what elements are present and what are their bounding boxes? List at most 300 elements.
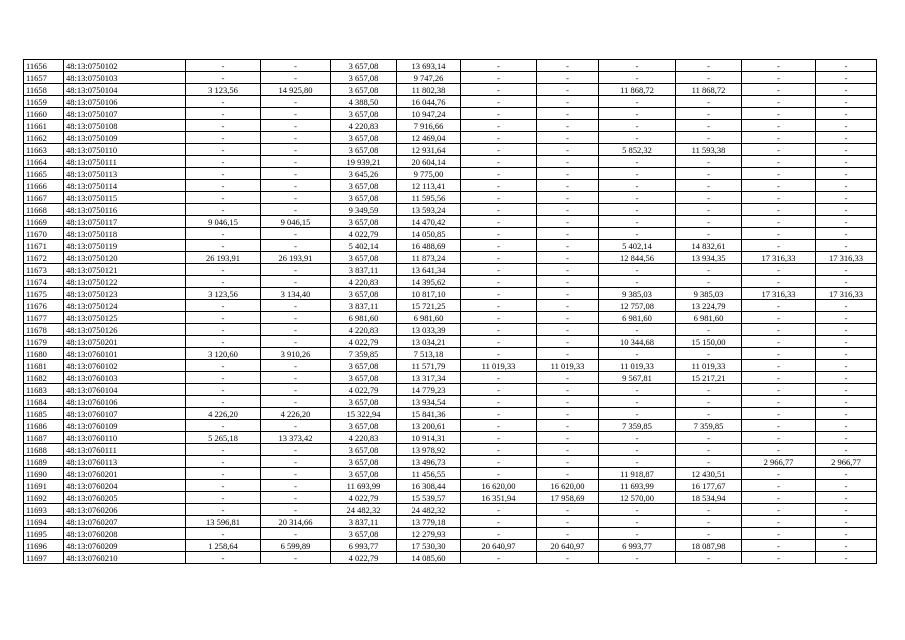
value-cell: - xyxy=(816,300,877,312)
value-cell: - xyxy=(186,168,261,180)
row-number-cell: 11687 xyxy=(24,432,64,444)
value-cell: - xyxy=(261,468,331,480)
value-cell: - xyxy=(461,180,537,192)
value-cell: 13 596,81 xyxy=(186,516,261,528)
table-row xyxy=(24,252,877,264)
value-cell: 4 220,83 xyxy=(331,276,397,288)
value-cell: 24 482,32 xyxy=(331,504,397,516)
value-cell: - xyxy=(261,312,331,324)
value-cell: - xyxy=(461,144,537,156)
value-cell: - xyxy=(599,180,676,192)
value-cell: - xyxy=(461,276,537,288)
value-cell: - xyxy=(816,432,877,444)
cadastral-number-cell: 48:13:0750119 xyxy=(64,240,186,252)
value-cell: - xyxy=(816,516,877,528)
value-cell: - xyxy=(816,156,877,168)
value-cell: 3 837,11 xyxy=(331,300,397,312)
value-cell: - xyxy=(816,216,877,228)
value-cell: - xyxy=(186,120,261,132)
value-cell: - xyxy=(461,264,537,276)
value-cell: - xyxy=(599,156,676,168)
value-cell: - xyxy=(599,216,676,228)
value-cell: - xyxy=(537,408,599,420)
value-cell: - xyxy=(676,396,742,408)
value-cell: - xyxy=(742,504,816,516)
value-cell: 20 640,97 xyxy=(461,540,537,552)
value-cell: 9 349,59 xyxy=(331,204,397,216)
value-cell: - xyxy=(186,276,261,288)
value-cell: - xyxy=(742,444,816,456)
row-number-cell: 11693 xyxy=(24,504,64,516)
value-cell: 6 599,89 xyxy=(261,540,331,552)
value-cell: 3 657,08 xyxy=(331,60,397,72)
table-row xyxy=(24,504,877,516)
value-cell: - xyxy=(676,264,742,276)
value-cell: 5 265,18 xyxy=(186,432,261,444)
value-cell: - xyxy=(742,264,816,276)
value-cell: - xyxy=(599,192,676,204)
value-cell: - xyxy=(816,372,877,384)
cadastral-number-cell: 48:13:0750115 xyxy=(64,192,186,204)
value-cell: - xyxy=(537,144,599,156)
cadastral-number-cell: 48:13:0760101 xyxy=(64,348,186,360)
table-row xyxy=(24,492,877,504)
value-cell: - xyxy=(537,240,599,252)
value-cell: - xyxy=(742,408,816,420)
cadastral-number-cell: 48:13:0750106 xyxy=(64,96,186,108)
value-cell: - xyxy=(816,228,877,240)
value-cell: 11 868,72 xyxy=(676,84,742,96)
value-cell: - xyxy=(599,228,676,240)
value-cell: 12 931,64 xyxy=(397,144,461,156)
value-cell: 14 925,80 xyxy=(261,84,331,96)
value-cell: 17 958,69 xyxy=(537,492,599,504)
value-cell: 4 226,20 xyxy=(186,408,261,420)
value-cell: 3 657,08 xyxy=(331,444,397,456)
value-cell: 13 693,14 xyxy=(397,60,461,72)
value-cell: - xyxy=(537,516,599,528)
value-cell: - xyxy=(599,72,676,84)
value-cell: - xyxy=(261,480,331,492)
value-cell: - xyxy=(816,120,877,132)
value-cell: - xyxy=(816,60,877,72)
value-cell: - xyxy=(816,168,877,180)
value-cell: 4 022,79 xyxy=(331,228,397,240)
row-number-cell: 11660 xyxy=(24,108,64,120)
value-cell: - xyxy=(461,312,537,324)
table-row xyxy=(24,444,877,456)
value-cell: - xyxy=(742,480,816,492)
value-cell: - xyxy=(261,144,331,156)
value-cell: - xyxy=(742,204,816,216)
value-cell: - xyxy=(186,144,261,156)
value-cell: 9 046,15 xyxy=(261,216,331,228)
value-cell: - xyxy=(261,108,331,120)
value-cell: 11 693,99 xyxy=(331,480,397,492)
value-cell: - xyxy=(599,120,676,132)
value-cell: 15 721,25 xyxy=(397,300,461,312)
value-cell: - xyxy=(676,432,742,444)
value-cell: - xyxy=(461,528,537,540)
cadastral-number-cell: 48:13:0750121 xyxy=(64,264,186,276)
value-cell: - xyxy=(676,216,742,228)
value-cell: 3 657,08 xyxy=(331,420,397,432)
value-cell: 13 641,34 xyxy=(397,264,461,276)
row-number-cell: 11691 xyxy=(24,480,64,492)
row-number-cell: 11661 xyxy=(24,120,64,132)
table-row xyxy=(24,480,877,492)
value-cell: - xyxy=(742,396,816,408)
value-cell: - xyxy=(537,372,599,384)
value-cell: - xyxy=(599,528,676,540)
value-cell: - xyxy=(742,240,816,252)
value-cell: - xyxy=(676,156,742,168)
value-cell: - xyxy=(537,504,599,516)
table-row xyxy=(24,60,877,72)
value-cell: - xyxy=(599,132,676,144)
value-cell: - xyxy=(261,324,331,336)
value-cell: - xyxy=(537,324,599,336)
value-cell: 16 620,00 xyxy=(537,480,599,492)
table-body xyxy=(24,60,877,564)
value-cell: - xyxy=(461,384,537,396)
value-cell: - xyxy=(742,336,816,348)
value-cell: - xyxy=(537,552,599,564)
value-cell: 1 258,64 xyxy=(186,540,261,552)
value-cell: - xyxy=(186,372,261,384)
value-cell: 3 123,56 xyxy=(186,288,261,300)
value-cell: - xyxy=(461,240,537,252)
cadastral-number-cell: 48:13:0760104 xyxy=(64,384,186,396)
value-cell: - xyxy=(816,408,877,420)
value-cell: 4 226,20 xyxy=(261,408,331,420)
value-cell: 16 177,67 xyxy=(676,480,742,492)
value-cell: - xyxy=(537,120,599,132)
value-cell: - xyxy=(537,168,599,180)
value-cell: - xyxy=(537,348,599,360)
value-cell: - xyxy=(742,384,816,396)
value-cell: 11 571,79 xyxy=(397,360,461,372)
value-cell: - xyxy=(537,528,599,540)
value-cell: - xyxy=(186,180,261,192)
value-cell: 12 279,93 xyxy=(397,528,461,540)
table-row xyxy=(24,72,877,84)
value-cell: 7 359,85 xyxy=(331,348,397,360)
value-cell: 2 966,77 xyxy=(816,456,877,468)
value-cell: 15 322,94 xyxy=(331,408,397,420)
value-cell: 26 193,91 xyxy=(261,252,331,264)
value-cell: 13 593,24 xyxy=(397,204,461,216)
value-cell: - xyxy=(186,384,261,396)
value-cell: 11 918,87 xyxy=(599,468,676,480)
table-row xyxy=(24,120,877,132)
table-row xyxy=(24,192,877,204)
value-cell: - xyxy=(742,156,816,168)
cadastral-number-cell: 48:13:0760208 xyxy=(64,528,186,540)
value-cell: 3 657,08 xyxy=(331,216,397,228)
value-cell: - xyxy=(186,204,261,216)
value-cell: - xyxy=(537,72,599,84)
value-cell: 13 200,61 xyxy=(397,420,461,432)
value-cell: 3 910,26 xyxy=(261,348,331,360)
value-cell: - xyxy=(186,240,261,252)
value-cell: 11 593,38 xyxy=(676,144,742,156)
value-cell: 5 852,32 xyxy=(599,144,676,156)
value-cell: 13 317,34 xyxy=(397,372,461,384)
value-cell: 15 841,36 xyxy=(397,408,461,420)
table-row xyxy=(24,360,877,372)
value-cell: - xyxy=(261,372,331,384)
cadastral-number-cell: 48:13:0750104 xyxy=(64,84,186,96)
value-cell: - xyxy=(742,552,816,564)
table-row xyxy=(24,540,877,552)
value-cell: - xyxy=(186,60,261,72)
value-cell: - xyxy=(816,192,877,204)
value-cell: - xyxy=(461,84,537,96)
value-cell: - xyxy=(599,60,676,72)
value-cell: 3 657,08 xyxy=(331,528,397,540)
value-cell: - xyxy=(676,552,742,564)
value-cell: - xyxy=(186,504,261,516)
value-cell: - xyxy=(186,336,261,348)
value-cell: - xyxy=(816,204,877,216)
table-row xyxy=(24,408,877,420)
value-cell: - xyxy=(186,96,261,108)
value-cell: - xyxy=(742,492,816,504)
value-cell: 4 022,79 xyxy=(331,384,397,396)
row-number-cell: 11681 xyxy=(24,360,64,372)
value-cell: - xyxy=(186,396,261,408)
row-number-cell: 11677 xyxy=(24,312,64,324)
value-cell: 6 993,77 xyxy=(599,540,676,552)
value-cell: - xyxy=(816,444,877,456)
value-cell: - xyxy=(676,120,742,132)
table-row xyxy=(24,420,877,432)
value-cell: - xyxy=(261,300,331,312)
cadastral-number-cell: 48:13:0750111 xyxy=(64,156,186,168)
value-cell: - xyxy=(816,528,877,540)
value-cell: 18 087,98 xyxy=(676,540,742,552)
table-row xyxy=(24,228,877,240)
row-number-cell: 11676 xyxy=(24,300,64,312)
cadastral-number-cell: 48:13:0760102 xyxy=(64,360,186,372)
row-number-cell: 11692 xyxy=(24,492,64,504)
value-cell: - xyxy=(461,324,537,336)
value-cell: - xyxy=(676,192,742,204)
value-cell: 11 019,33 xyxy=(676,360,742,372)
value-cell: - xyxy=(676,384,742,396)
value-cell: - xyxy=(676,408,742,420)
row-number-cell: 11666 xyxy=(24,180,64,192)
value-cell: - xyxy=(599,264,676,276)
cadastral-number-cell: 48:13:0750125 xyxy=(64,312,186,324)
cadastral-number-cell: 48:13:0750110 xyxy=(64,144,186,156)
cadastral-number-cell: 48:13:0760207 xyxy=(64,516,186,528)
value-cell: - xyxy=(186,156,261,168)
value-cell: 14 050,85 xyxy=(397,228,461,240)
value-cell: 10 817,10 xyxy=(397,288,461,300)
value-cell: - xyxy=(676,348,742,360)
value-cell: - xyxy=(461,552,537,564)
value-cell: 11 873,24 xyxy=(397,252,461,264)
value-cell: - xyxy=(537,264,599,276)
value-cell: - xyxy=(537,276,599,288)
value-cell: - xyxy=(816,324,877,336)
value-cell: - xyxy=(461,468,537,480)
cadastral-number-cell: 48:13:0760206 xyxy=(64,504,186,516)
value-cell: - xyxy=(742,144,816,156)
value-cell: - xyxy=(599,504,676,516)
value-cell: - xyxy=(186,324,261,336)
value-cell: - xyxy=(186,480,261,492)
value-cell: 11 019,33 xyxy=(599,360,676,372)
row-number-cell: 11690 xyxy=(24,468,64,480)
value-cell: - xyxy=(261,420,331,432)
value-cell: - xyxy=(742,312,816,324)
table-row xyxy=(24,396,877,408)
table-row xyxy=(24,468,877,480)
value-cell: - xyxy=(186,420,261,432)
cadastral-number-cell: 48:13:0760204 xyxy=(64,480,186,492)
value-cell: 3 123,56 xyxy=(186,84,261,96)
value-cell: 16 308,44 xyxy=(397,480,461,492)
value-cell: - xyxy=(742,120,816,132)
cadastral-number-cell: 48:13:0750201 xyxy=(64,336,186,348)
value-cell: - xyxy=(599,456,676,468)
value-cell: - xyxy=(461,408,537,420)
value-cell: 12 469,04 xyxy=(397,132,461,144)
value-cell: 18 534,94 xyxy=(676,492,742,504)
value-cell: - xyxy=(461,60,537,72)
value-cell: 12 844,56 xyxy=(599,252,676,264)
value-cell: - xyxy=(742,84,816,96)
row-number-cell: 11694 xyxy=(24,516,64,528)
value-cell: - xyxy=(742,108,816,120)
row-number-cell: 11675 xyxy=(24,288,64,300)
value-cell: - xyxy=(186,456,261,468)
row-number-cell: 11695 xyxy=(24,528,64,540)
value-cell: - xyxy=(261,120,331,132)
value-cell: - xyxy=(742,360,816,372)
value-cell: 13 779,18 xyxy=(397,516,461,528)
value-cell: - xyxy=(816,480,877,492)
value-cell: - xyxy=(261,444,331,456)
value-cell: - xyxy=(261,360,331,372)
table-row xyxy=(24,336,877,348)
cadastral-number-cell: 48:13:0750109 xyxy=(64,132,186,144)
value-cell: 9 747,26 xyxy=(397,72,461,84)
value-cell: 2 966,77 xyxy=(742,456,816,468)
value-cell: - xyxy=(742,372,816,384)
value-cell: - xyxy=(816,420,877,432)
value-cell: - xyxy=(537,228,599,240)
table-row xyxy=(24,264,877,276)
value-cell: - xyxy=(742,432,816,444)
value-cell: - xyxy=(599,516,676,528)
value-cell: - xyxy=(676,528,742,540)
value-cell: - xyxy=(742,420,816,432)
value-cell: - xyxy=(261,492,331,504)
value-cell: 14 779,23 xyxy=(397,384,461,396)
value-cell: - xyxy=(537,84,599,96)
value-cell: - xyxy=(676,228,742,240)
row-number-cell: 11683 xyxy=(24,384,64,396)
value-cell: - xyxy=(537,108,599,120)
value-cell: 3 837,11 xyxy=(331,264,397,276)
value-cell: - xyxy=(261,504,331,516)
value-cell: - xyxy=(261,60,331,72)
value-cell: 12 570,00 xyxy=(599,492,676,504)
value-cell: - xyxy=(537,216,599,228)
value-cell: 6 981,60 xyxy=(397,312,461,324)
value-cell: - xyxy=(816,264,877,276)
value-cell: - xyxy=(676,504,742,516)
row-number-cell: 11668 xyxy=(24,204,64,216)
cadastral-number-cell: 48:13:0760201 xyxy=(64,468,186,480)
value-cell: - xyxy=(186,444,261,456)
value-cell: 4 022,79 xyxy=(331,492,397,504)
cadastral-number-cell: 48:13:0760106 xyxy=(64,396,186,408)
row-number-cell: 11689 xyxy=(24,456,64,468)
value-cell: - xyxy=(599,108,676,120)
value-cell: - xyxy=(599,204,676,216)
value-cell: 24 482,32 xyxy=(397,504,461,516)
value-cell: 3 645,26 xyxy=(331,168,397,180)
value-cell: 6 981,60 xyxy=(676,312,742,324)
value-cell: - xyxy=(816,384,877,396)
cadastral-number-cell: 48:13:0750122 xyxy=(64,276,186,288)
value-cell: 12 757,08 xyxy=(599,300,676,312)
row-number-cell: 11662 xyxy=(24,132,64,144)
value-cell: 11 868,72 xyxy=(599,84,676,96)
value-cell: 13 373,42 xyxy=(261,432,331,444)
value-cell: 3 657,08 xyxy=(331,372,397,384)
value-cell: - xyxy=(742,540,816,552)
cadastral-number-cell: 48:13:0760111 xyxy=(64,444,186,456)
value-cell: 14 470,42 xyxy=(397,216,461,228)
value-cell: - xyxy=(261,204,331,216)
value-cell: - xyxy=(599,396,676,408)
table-row xyxy=(24,552,877,564)
value-cell: - xyxy=(676,60,742,72)
value-cell: 3 134,40 xyxy=(261,288,331,300)
table-row xyxy=(24,276,877,288)
value-cell: 16 488,69 xyxy=(397,240,461,252)
row-number-cell: 11667 xyxy=(24,192,64,204)
cadastral-number-cell: 48:13:0760110 xyxy=(64,432,186,444)
table-row xyxy=(24,300,877,312)
value-cell: 13 934,54 xyxy=(397,396,461,408)
table-row xyxy=(24,516,877,528)
row-number-cell: 11669 xyxy=(24,216,64,228)
value-cell: - xyxy=(261,180,331,192)
value-cell: - xyxy=(537,432,599,444)
value-cell: - xyxy=(676,204,742,216)
value-cell: 3 657,08 xyxy=(331,468,397,480)
value-cell: - xyxy=(461,504,537,516)
row-number-cell: 11684 xyxy=(24,396,64,408)
value-cell: - xyxy=(816,360,877,372)
value-cell: - xyxy=(537,180,599,192)
row-number-cell: 11664 xyxy=(24,156,64,168)
value-cell: - xyxy=(186,192,261,204)
value-cell: - xyxy=(186,228,261,240)
cadastral-number-cell: 48:13:0760113 xyxy=(64,456,186,468)
value-cell: 11 019,33 xyxy=(537,360,599,372)
value-cell: - xyxy=(461,432,537,444)
value-cell: 9 385,03 xyxy=(599,288,676,300)
value-cell: - xyxy=(599,444,676,456)
